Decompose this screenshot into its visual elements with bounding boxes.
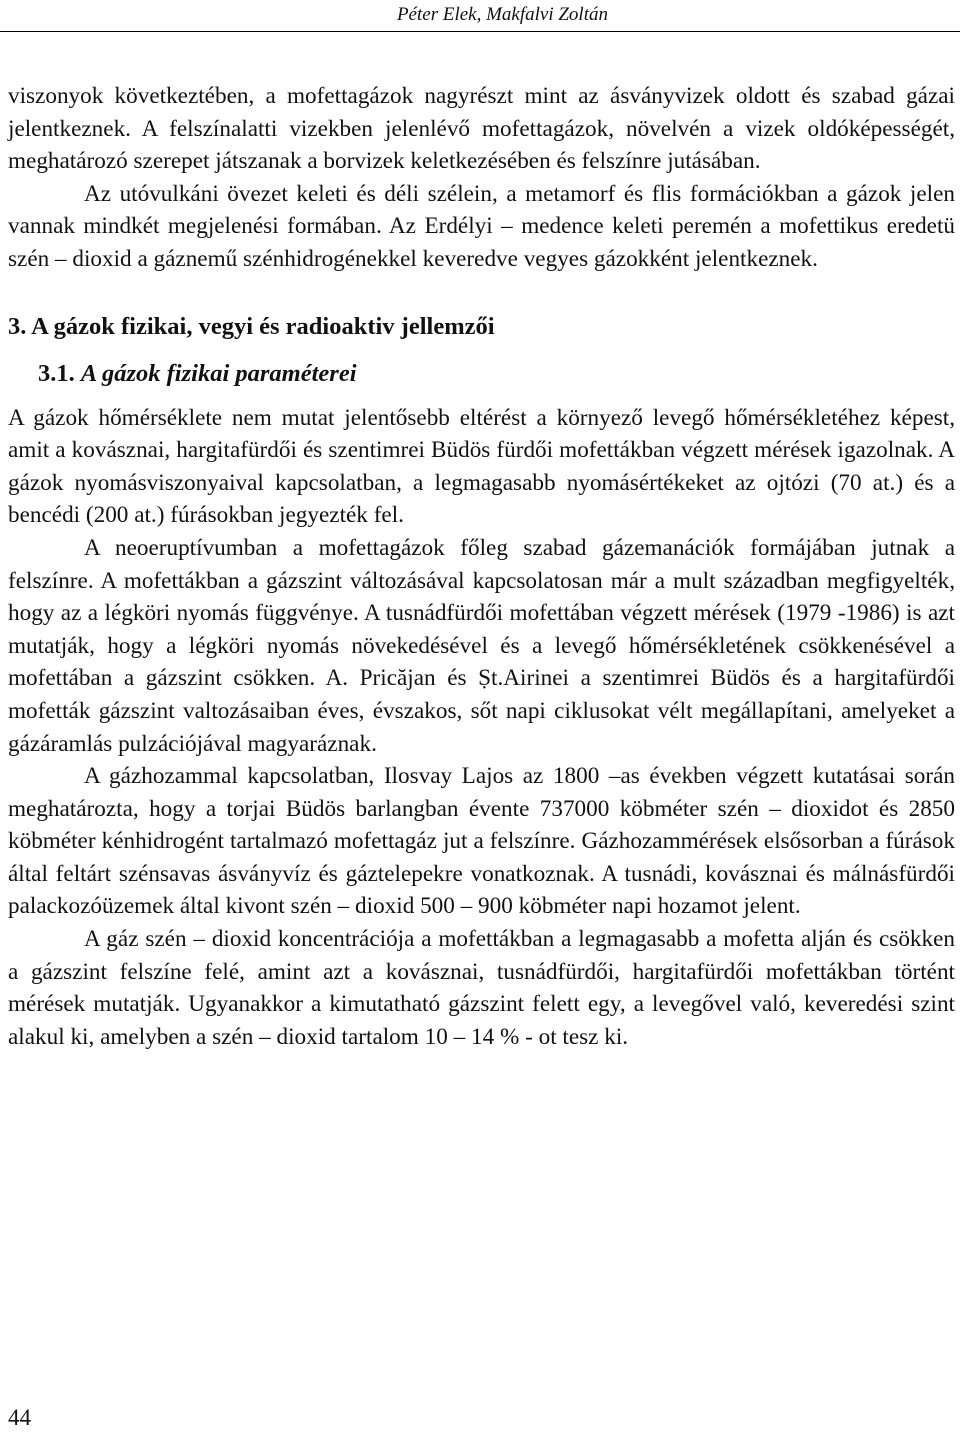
paragraph-temperature: A gázok hőmérséklete nem mutat jelentősebb eltérést a környező levegő hőmérsékletéhez képest, amit a kovásznai, hargitafürdői és szentimrei Büdös fürdői mofettákban végzett mérések igazolnak. A gázok nyomásviszonyaival kapcsolatban, a legmagasabb nyomásértékeket az ojtózi (70 at.) és a bencédi (200 at.) fúrásokban jegyezték fel. [8, 404, 955, 529]
running-header: Péter Elek, Makfalvi Zoltán [396, 4, 608, 25]
subsection-number: 3.1. [38, 359, 75, 387]
paragraph-postvolcanic-zone: Az utóvulkáni övezet keleti és déli szélein, a metamorf és flis formációkban a gázok jelen vannak mindkét megjelenési formában. Az Erdélyi – medence keleti peremén a mofettikus eredetü szén – dioxid a gáznemű szénhidrogénekkel keveredve vegyes gázokként jelentkeznek. [8, 180, 955, 272]
section-heading: 3. A gázok fizikai, vegyi és radioaktiv jellemzői [8, 312, 495, 340]
paragraph-gas-yield: A gázhozammal kapcsolatban, Ilosvay Lajos az 1800 –as években végzett kutatásai során meghatározta, hogy a torjai Büdös barlangban évente 737000 köbméter szén – dioxidot és 2850 köbméter kénhidrogént tartalmazó mofettagáz jut a felszínre. Gázhozammérések elsősorban a fúrások által feltárt szénsavas ásványvíz és gáztelepekre vonatkoznak. A tusnádi, kovásznai és málnásfürdői palackozóüzemek által kivont szén – dioxid 500 – 900 köbméter napi hozamot jelent. [8, 763, 955, 920]
page-body [8, 80, 955, 1053]
subsection-title: A gázok fizikai paraméterei [80, 359, 357, 387]
subsection-heading [8, 358, 955, 390]
page-number: 44 [8, 1405, 31, 1430]
paragraph-co2-concentration: A gáz szén – dioxid koncentrációja a mofettákban a legmagasabb a mofetta alján és csökken a gázszint felszíne felé, amint azt a kovásznai, tusnádfürdői, hargitafürdői mofettákban történt mérések mutatják. Ugyanakkor a kimutatható gázszint felett egy, a levegővel való, keveredési szint alakul ki, amelyben a szén – dioxid tartalom 10 – 14 % - ot tesz ki. [8, 926, 955, 1050]
paragraph-gas-level: A neoeruptívumban a mofettagázok főleg szabad gázemanációk formájában jutnak a felszínre. A mofettákban a gázszint változásával kapcsolatosan már a mult században megfigyelték, hogy az a légköri nyomás függvénye. A tusnádfürdői mofettában végzett mérések (1979 -1986) is azt mutatják, hogy a légköri nyomás növekedésével és a levegő hőmérsékletének csökkenésével a mofettában a gázszint csökken. A. Pricăjan és Ṣt.Airinei a szentimrei Büdös és a hargitafürdői mofetták gázszint valtozásaiban éves, évszakos, sőt napi ciklusokat vélt megállapítani, amelyeket a gázáramlás pulzációjával magyaráznak. [8, 534, 955, 757]
paragraph-continuation: viszonyok következtében, a mofettagázok nagyrészt mint az ásványvizek oldott és szabad gázai jelentkeznek. A felszínalatti vizekben jelenlévő mofettagázok, növelvén a vizek oldóképességét, meghatározó szerepet játszanak a borvizek keletkezésében és felszínre jutásában. [8, 83, 955, 175]
header-rule [0, 31, 960, 32]
